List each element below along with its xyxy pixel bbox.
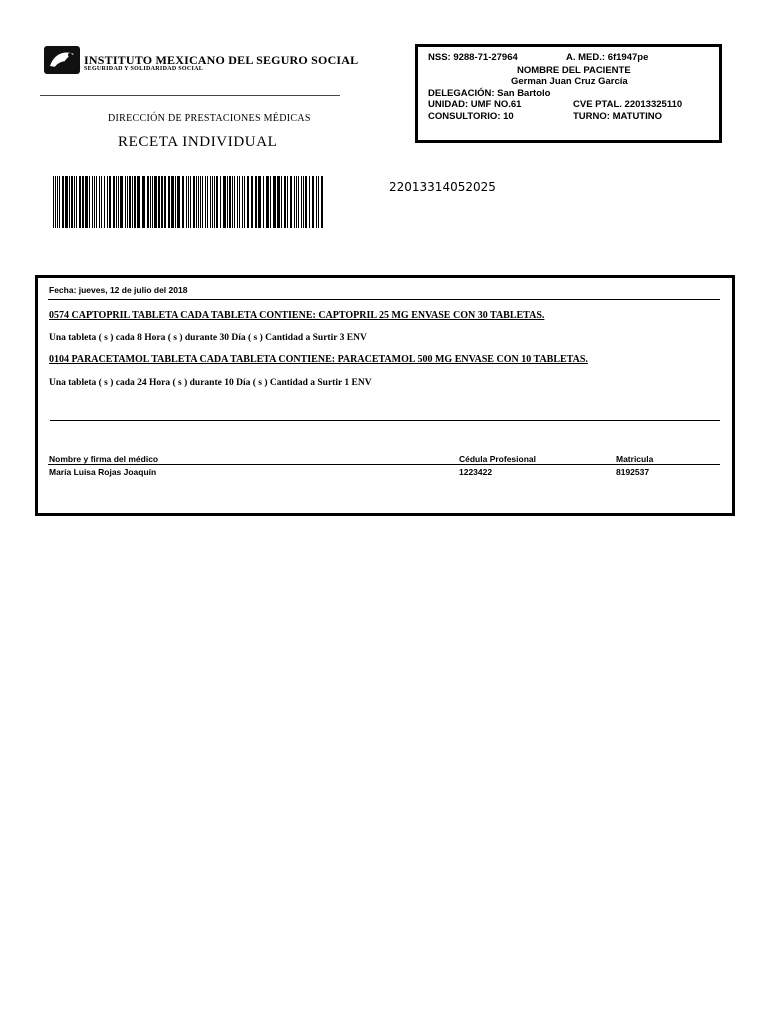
barcode-bar — [296, 176, 297, 228]
medication-2-description: 0104 PARACETAMOL TABLETA CADA TABLETA CONTIENE: PARACETAMOL 500 MG ENVASE CON 10 TABLETAS. — [49, 354, 588, 365]
header-divider — [40, 95, 340, 96]
barcode-bar — [284, 176, 286, 228]
barcode-bar — [65, 176, 68, 228]
barcode-bar — [85, 176, 88, 228]
barcode-bar — [258, 176, 261, 228]
barcode-bar — [216, 176, 218, 228]
barcode-bar — [99, 176, 100, 228]
barcode-bar — [303, 176, 304, 228]
barcode-bar — [134, 176, 136, 228]
signature-label-divider — [48, 464, 720, 465]
barcode-bar — [205, 176, 206, 228]
barcode-bar — [101, 176, 102, 228]
barcode-bar — [132, 176, 133, 228]
barcode-bar — [212, 176, 213, 228]
barcode-bar — [142, 176, 145, 228]
matricula-label: Matricula — [616, 454, 654, 464]
barcode-bar — [277, 176, 280, 228]
barcode-bar — [287, 176, 288, 228]
barcode-bar — [193, 176, 195, 228]
direccion-heading: DIRECCIÓN DE PRESTACIONES MÉDICAS — [108, 113, 311, 124]
barcode-bar — [137, 176, 140, 228]
barcode-icon — [53, 176, 325, 228]
barcode-bar — [147, 176, 149, 228]
barcode-bar — [232, 176, 233, 228]
barcode-bar — [196, 176, 197, 228]
doctor-label: Nombre y firma del médico — [49, 454, 159, 464]
barcode-bar — [301, 176, 302, 228]
barcode-bar — [107, 176, 108, 228]
barcode-bar — [305, 176, 307, 228]
barcode-bar — [57, 176, 58, 228]
barcode-bar — [255, 176, 257, 228]
barcode-bar — [273, 176, 276, 228]
barcode-bar — [120, 176, 123, 228]
barcode-bar — [242, 176, 243, 228]
barcode-bar — [74, 176, 75, 228]
barcode-bar — [214, 176, 215, 228]
barcode-bar — [129, 176, 131, 228]
barcode-bar — [113, 176, 115, 228]
barcode-bar — [198, 176, 199, 228]
barcode-bar — [318, 176, 319, 228]
barcode-bar — [116, 176, 117, 228]
patient-name: German Juan Cruz García — [511, 76, 628, 87]
barcode-bar — [177, 176, 180, 228]
barcode-bar — [210, 176, 211, 228]
barcode-bar — [158, 176, 160, 228]
barcode-bar — [71, 176, 73, 228]
patient-info-box — [415, 44, 722, 143]
barcode-bar — [154, 176, 157, 228]
barcode-bar — [175, 176, 176, 228]
barcode-bar — [53, 176, 54, 228]
nss-field: NSS: 9288-71-27964 — [428, 52, 518, 63]
barcode-bar — [62, 176, 64, 228]
consultorio-field: CONSULTORIO: 10 — [428, 111, 514, 122]
institution-tagline: SEGURIDAD Y SOLIDARIDAD SOCIAL — [84, 66, 204, 72]
barcode-bar — [309, 176, 310, 228]
prescription-box — [35, 275, 735, 516]
barcode-bar — [244, 176, 245, 228]
barcode-bar — [200, 176, 201, 228]
barcode-bar — [69, 176, 70, 228]
a-med-field: A. MED.: 6f1947pe — [566, 52, 649, 63]
signature-divider — [50, 420, 720, 421]
document-title: RECETA INDIVIDUAL — [118, 134, 278, 150]
barcode-bar — [82, 176, 84, 228]
barcode-bar — [96, 176, 97, 228]
cedula-value: 1223422 — [459, 467, 493, 477]
barcode-bar — [312, 176, 314, 228]
barcode-bar — [59, 176, 60, 228]
barcode-bar — [125, 176, 126, 228]
barcode-bar — [281, 176, 282, 228]
barcode-bar — [104, 176, 105, 228]
barcode-bar — [190, 176, 191, 228]
medication-1-dosage: Una tableta ( s ) cada 8 Hora ( s ) durante 30 Día ( s ) Cantidad a Surtir 3 ENV — [49, 333, 367, 343]
barcode-bar — [234, 176, 235, 228]
barcode-bar — [188, 176, 189, 228]
doctor-name: María Luisa Rojas Joaquín — [49, 467, 157, 477]
barcode-bar — [94, 176, 95, 228]
barcode-bar — [237, 176, 238, 228]
barcode-bar — [202, 176, 203, 228]
barcode-bar — [316, 176, 317, 228]
barcode-bar — [89, 176, 90, 228]
barcode-bar — [168, 176, 170, 228]
barcode-number: 22013314052025 — [389, 180, 496, 194]
barcode-bar — [294, 176, 295, 228]
barcode-bar — [298, 176, 299, 228]
cve-ptal-field: CVE PTAL. 22013325110 — [573, 99, 683, 110]
cedula-label: Cédula Profesional — [459, 454, 536, 464]
barcode-bar — [290, 176, 292, 228]
barcode-bar — [118, 176, 119, 228]
delegacion-field: DELEGACIÓN: San Bartolo — [428, 88, 551, 99]
patient-name-label: NOMBRE DEL PACIENTE — [517, 65, 631, 76]
barcode-bar — [152, 176, 153, 228]
barcode-bar — [270, 176, 271, 228]
barcode-bar — [251, 176, 253, 228]
barcode-bar — [92, 176, 93, 228]
barcode-bar — [171, 176, 174, 228]
barcode-bar — [127, 176, 128, 228]
fecha-divider — [48, 299, 720, 300]
barcode-bar — [76, 176, 77, 228]
medication-2-dosage: Una tableta ( s ) cada 24 Hora ( s ) durante 10 Día ( s ) Cantidad a Surtir 1 ENV — [49, 378, 372, 388]
barcode-bar — [223, 176, 226, 228]
barcode-bar — [263, 176, 264, 228]
barcode-bar — [150, 176, 151, 228]
institution-name: INSTITUTO MEXICANO DEL SEGURO SOCIAL — [84, 53, 359, 67]
fecha-field: Fecha: jueves, 12 de julio del 2018 — [49, 285, 188, 295]
matricula-value: 8192537 — [616, 467, 650, 477]
turno-field: TURNO: MATUTINO — [573, 111, 663, 122]
unidad-field: UNIDAD: UMF NO.61 — [428, 99, 522, 110]
barcode-bar — [220, 176, 221, 228]
barcode-bar — [55, 176, 56, 228]
barcode-bar — [227, 176, 228, 228]
barcode-bar — [229, 176, 231, 228]
barcode-bar — [321, 176, 323, 228]
medication-1-description: 0574 CAPTOPRIL TABLETA CADA TABLETA CONTIENE: CAPTOPRIL 25 MG ENVASE CON 30 TABLETAS. — [49, 310, 545, 321]
barcode-bar — [239, 176, 240, 228]
imss-eagle-logo-icon — [44, 46, 80, 74]
barcode-bar — [109, 176, 111, 228]
barcode-bar — [207, 176, 208, 228]
barcode-bar — [164, 176, 166, 228]
barcode-bar — [266, 176, 269, 228]
barcode-bar — [182, 176, 184, 228]
barcode-bar — [79, 176, 81, 228]
barcode-bar — [161, 176, 163, 228]
barcode-bar — [186, 176, 187, 228]
barcode-bar — [247, 176, 249, 228]
